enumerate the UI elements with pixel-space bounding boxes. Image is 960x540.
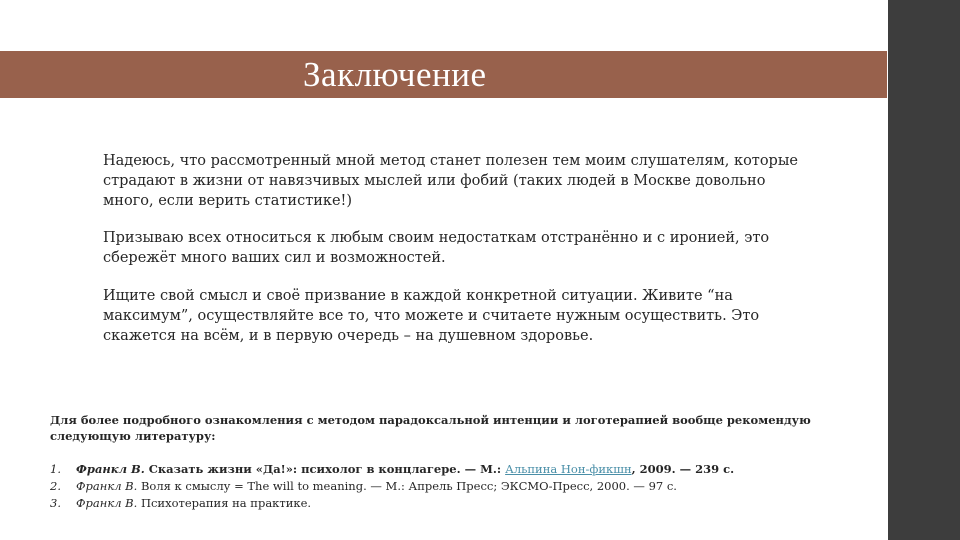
reference-number: 2.	[50, 479, 61, 493]
reference-list	[50, 461, 870, 512]
paragraph-meaning: Ищите свой смысл и своё призвание в каждой конкретной ситуации. Живите “на максимум”, осуществляйте все то, что можете и считаете нужным осуществить. Это скажется на всём, и в первую очередь – на душевном здоровье.	[103, 288, 760, 344]
reference-number: 3.	[50, 496, 61, 510]
reference-item	[50, 495, 870, 512]
publisher-link[interactable]: Альпина Нон-фикшн	[505, 462, 632, 476]
paragraph-hope: Надеюсь, что рассмотренный мной метод станет полезен тем моим слушателям, которые страдают в жизни от навязчивых мыслей или фобий (таких людей в Москве довольно много, если верить статистике!)	[103, 153, 798, 209]
reference-number: 1.	[50, 462, 61, 476]
reference-author: Франкл В.	[76, 479, 138, 493]
literature-intro: Для более подробного ознакомления с методом парадоксальной интенции и логотерапией вообще рекомендую следующую литературу:	[50, 413, 811, 443]
side-accent-bar	[888, 0, 960, 540]
reference-author: Франкл В.	[76, 462, 145, 476]
reference-author: Франкл В.	[76, 496, 138, 510]
paragraph-irony: Призываю всех относиться к любым своим недостаткам отстранённо и с иронией, это сбережёт много ваших сил и возможностей.	[103, 230, 770, 266]
reference-item	[50, 478, 870, 495]
reference-item	[50, 461, 870, 478]
slide-title: Заключение	[303, 55, 487, 94]
reference-tail: , 2009. — 239 с.	[631, 462, 735, 476]
reference-text: Сказать жизни «Да!»: психолог в концлагере. — М.:	[144, 462, 506, 476]
reference-text: Воля к смыслу = The will to meaning. — М.: Апрель Пресс; ЭКСМО-Пресс, 2000. — 97 с.	[137, 479, 677, 493]
reference-text: Психотерапия на практике.	[137, 496, 312, 510]
